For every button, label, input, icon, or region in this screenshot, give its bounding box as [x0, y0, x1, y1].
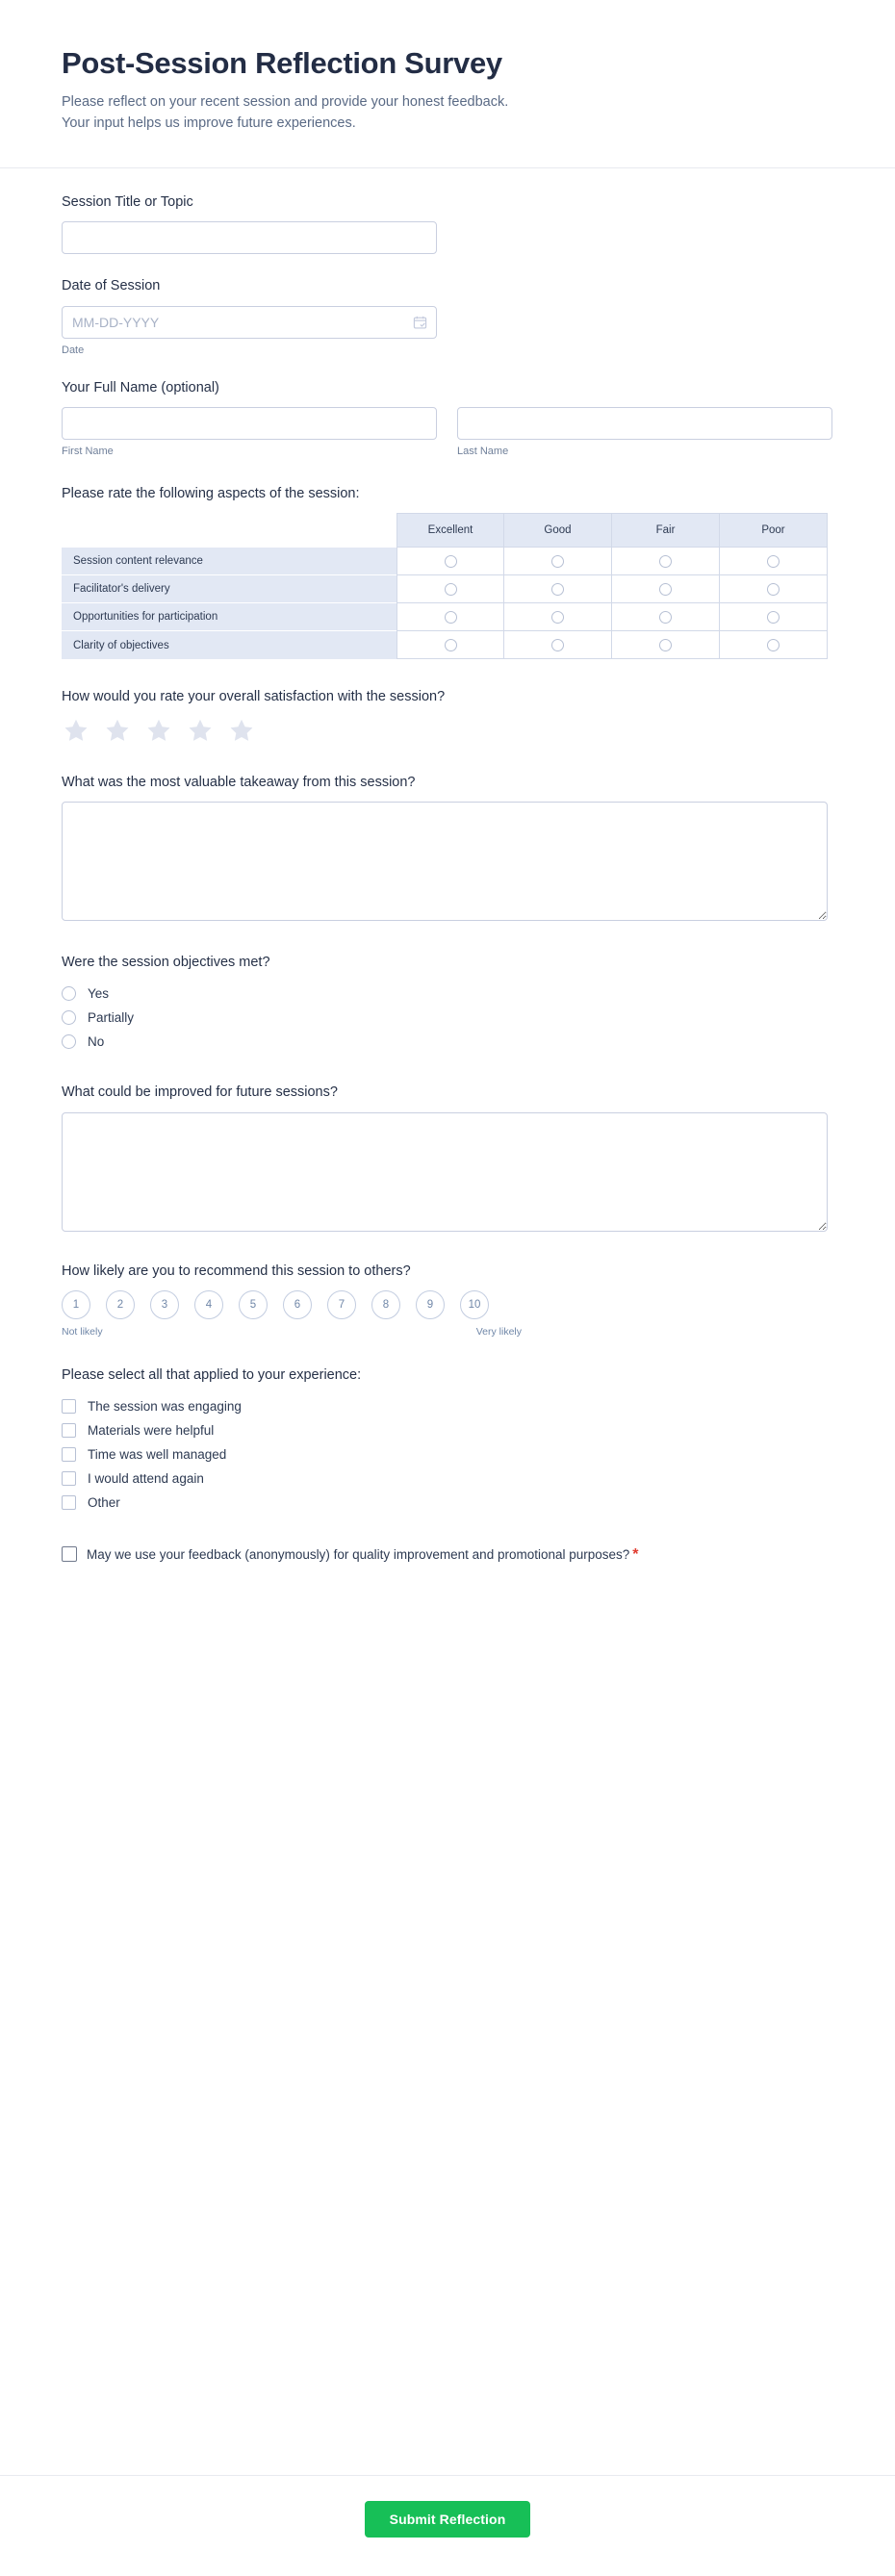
- form-body: [0, 168, 895, 2475]
- nps-option[interactable]: 4: [194, 1290, 223, 1319]
- radio-icon[interactable]: [659, 639, 672, 651]
- consent-checkbox[interactable]: [62, 1546, 77, 1562]
- nps-option[interactable]: 9: [416, 1290, 445, 1319]
- radio-icon[interactable]: [62, 1034, 76, 1049]
- matrix-row-label: Clarity of objectives: [62, 631, 396, 659]
- radio-icon[interactable]: [551, 583, 564, 596]
- objectives-option[interactable]: [62, 1031, 833, 1053]
- radio-icon[interactable]: [659, 583, 672, 596]
- matrix-radio-cell[interactable]: [720, 548, 828, 575]
- matrix-radio-cell[interactable]: [612, 603, 720, 631]
- matrix-column-header: Good: [504, 513, 612, 548]
- experience-option-label: I would attend again: [88, 1470, 204, 1486]
- experience-option-label: Other: [88, 1494, 120, 1510]
- checkbox-icon[interactable]: [62, 1447, 76, 1462]
- radio-icon[interactable]: [445, 639, 457, 651]
- field-improvements: [62, 1084, 833, 1232]
- session-title-input[interactable]: [62, 221, 437, 254]
- field-takeaway: [62, 774, 833, 922]
- radio-icon[interactable]: [62, 986, 76, 1001]
- objectives-option-label: No: [88, 1033, 105, 1049]
- nps-option[interactable]: 10: [460, 1290, 489, 1319]
- experience-option[interactable]: [62, 1492, 833, 1514]
- radio-icon[interactable]: [767, 555, 780, 568]
- radio-icon[interactable]: [659, 555, 672, 568]
- form-footer: [0, 2475, 895, 2576]
- radio-icon[interactable]: [659, 611, 672, 624]
- star-icon[interactable]: [227, 717, 256, 745]
- field-experience: [62, 1366, 833, 1514]
- objectives-label: Were the session objectives met?: [62, 955, 270, 971]
- field-date-of-session: [62, 277, 833, 356]
- first-name-sublabel: First Name: [62, 446, 114, 458]
- session-title-label: Session Title or Topic: [62, 193, 193, 210]
- matrix-radio-cell[interactable]: [504, 631, 612, 659]
- takeaway-label: What was the most valuable takeaway from this session?: [62, 774, 416, 790]
- matrix-row: [62, 631, 828, 659]
- nps-option[interactable]: 8: [371, 1290, 400, 1319]
- form-header: [0, 0, 895, 168]
- nps-option[interactable]: 6: [283, 1290, 312, 1319]
- checkbox-icon[interactable]: [62, 1399, 76, 1414]
- last-name-column: [457, 407, 832, 457]
- field-star-rating: [62, 688, 833, 745]
- consent-row[interactable]: [62, 1544, 833, 1566]
- experience-option[interactable]: [62, 1419, 833, 1441]
- experience-option-label: Materials were helpful: [88, 1422, 215, 1438]
- improvements-textarea[interactable]: [62, 1112, 828, 1232]
- required-asterisk: *: [632, 1545, 639, 1563]
- matrix-radio-cell[interactable]: [396, 631, 504, 659]
- takeaway-textarea[interactable]: [62, 802, 828, 921]
- matrix-radio-cell[interactable]: [396, 575, 504, 603]
- date-sublabel: Date: [62, 344, 85, 356]
- matrix-radio-cell[interactable]: [720, 631, 828, 659]
- field-session-title: [62, 193, 833, 255]
- matrix-row-label: Session content relevance: [62, 548, 396, 575]
- matrix-radio-cell[interactable]: [612, 575, 720, 603]
- radio-icon[interactable]: [767, 583, 780, 596]
- objectives-option-label: Partially: [88, 1009, 135, 1025]
- field-rating-matrix: [62, 486, 833, 659]
- nps-option[interactable]: 2: [106, 1290, 135, 1319]
- experience-checkbox-group: [62, 1395, 833, 1514]
- matrix-radio-cell[interactable]: [504, 603, 612, 631]
- matrix-row: [62, 575, 828, 603]
- experience-option-label: The session was engaging: [88, 1398, 242, 1414]
- nps-option[interactable]: 7: [327, 1290, 356, 1319]
- nps-high-label: Very likely: [475, 1326, 522, 1339]
- radio-icon[interactable]: [445, 583, 457, 596]
- radio-icon[interactable]: [551, 611, 564, 624]
- matrix-header-row: [62, 513, 828, 548]
- matrix-label: Please rate the following aspects of the session:: [62, 486, 360, 502]
- matrix-row: [62, 603, 828, 631]
- improvements-label: What could be improved for future sessions?: [62, 1084, 338, 1100]
- radio-icon[interactable]: [767, 611, 780, 624]
- nps-low-label: Not likely: [62, 1326, 103, 1339]
- matrix-row: [62, 548, 828, 575]
- checkbox-icon[interactable]: [62, 1423, 76, 1438]
- nps-option[interactable]: 3: [150, 1290, 179, 1319]
- matrix-radio-cell[interactable]: [720, 575, 828, 603]
- page-subtitle: Please reflect on your recent session and provide your honest feedback. Your input helps us improve future experiences.: [62, 93, 509, 132]
- objectives-radio-group: [62, 982, 833, 1053]
- matrix-radio-cell[interactable]: [612, 548, 720, 575]
- rating-matrix-table: [62, 513, 828, 659]
- matrix-radio-cell[interactable]: [396, 603, 504, 631]
- matrix-head: [62, 513, 828, 548]
- matrix-radio-cell[interactable]: [504, 548, 612, 575]
- nps-label: How likely are you to recommend this session to others?: [62, 1262, 411, 1279]
- star-rating-group[interactable]: [62, 717, 833, 745]
- objectives-option[interactable]: [62, 982, 833, 1005]
- page-title: Post-Session Reflection Survey: [62, 46, 502, 80]
- full-name-label: Your Full Name (optional): [62, 379, 219, 395]
- matrix-body: [62, 548, 828, 659]
- radio-icon[interactable]: [62, 1010, 76, 1025]
- checkbox-icon[interactable]: [62, 1495, 76, 1510]
- matrix-row-label: Facilitator's delivery: [62, 575, 396, 603]
- radio-icon[interactable]: [445, 555, 457, 568]
- nps-option[interactable]: 1: [62, 1290, 90, 1319]
- objectives-option-label: Yes: [88, 985, 110, 1001]
- last-name-input[interactable]: [457, 407, 832, 440]
- star-icon[interactable]: [62, 717, 90, 745]
- first-name-input[interactable]: [62, 407, 437, 440]
- experience-option-label: Time was well managed: [88, 1446, 227, 1462]
- matrix-radio-cell[interactable]: [612, 631, 720, 659]
- radio-icon[interactable]: [767, 639, 780, 651]
- objectives-option[interactable]: [62, 1007, 833, 1029]
- matrix-corner-cell: [62, 513, 396, 548]
- nps-caption-row: [62, 1326, 522, 1338]
- matrix-column-header: Excellent: [396, 513, 504, 548]
- matrix-radio-cell[interactable]: [720, 603, 828, 631]
- submit-button[interactable]: Submit Reflection: [365, 2501, 531, 2538]
- first-name-column: [62, 407, 437, 457]
- field-full-name: [62, 379, 833, 458]
- last-name-sublabel: Last Name: [457, 446, 509, 458]
- field-objectives-met: [62, 954, 833, 1053]
- name-row: [62, 407, 833, 457]
- experience-option[interactable]: [62, 1395, 833, 1417]
- date-label: Date of Session: [62, 278, 161, 294]
- experience-option[interactable]: [62, 1467, 833, 1490]
- radio-icon[interactable]: [551, 639, 564, 651]
- matrix-row-label: Opportunities for participation: [62, 603, 396, 631]
- star-icon[interactable]: [144, 717, 173, 745]
- experience-label: Please select all that applied to your experience:: [62, 1367, 362, 1384]
- radio-icon[interactable]: [445, 611, 457, 624]
- consent-text: May we use your feedback (anonymously) for quality improvement and promotional purposes?: [87, 1546, 630, 1562]
- date-input[interactable]: [62, 306, 437, 339]
- radio-icon[interactable]: [551, 555, 564, 568]
- star-icon[interactable]: [103, 717, 132, 745]
- nps-option[interactable]: 5: [239, 1290, 268, 1319]
- matrix-column-header: Fair: [612, 513, 720, 548]
- star-icon[interactable]: [186, 717, 215, 745]
- star-rating-label: How would you rate your overall satisfaction with the session?: [62, 689, 446, 705]
- date-input-wrapper: [62, 306, 437, 339]
- checkbox-icon[interactable]: [62, 1471, 76, 1486]
- matrix-column-header: Poor: [720, 513, 828, 548]
- nps-scale-group: [62, 1290, 833, 1319]
- experience-option[interactable]: [62, 1443, 833, 1466]
- matrix-radio-cell[interactable]: [504, 575, 612, 603]
- matrix-radio-cell[interactable]: [396, 548, 504, 575]
- field-nps: [62, 1262, 833, 1339]
- field-consent: [62, 1544, 833, 1566]
